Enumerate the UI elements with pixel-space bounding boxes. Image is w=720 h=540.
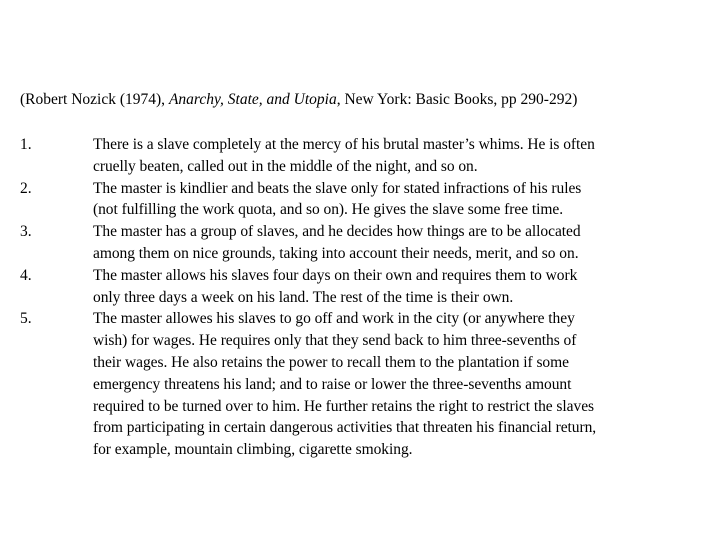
list-item-text: The master allowes his slaves to go off and work in the city (or anywhere they wish) for wages. He requires only that they send back to him three-sevenths of their wages. He also retains the power to recall them to the plantation if some emergency threatens his land; and to raise or lower the three-sevenths amount required to be turned over to him. He further retains the right to restrict the slaves from participating in certain dangerous activities that threaten his financial return, for example, mountain climbing, cigarette smoking. [93,310,597,459]
list-item [20,265,710,309]
list-item-text: There is a slave completely at the mercy of his brutal master’s whims. He is often cruelly beaten, called out in the middle of the night, and so on. [93,136,595,175]
citation-title: Anarchy, State, and Utopia [168,91,337,108]
list-item-text: The master has a group of slaves, and he decides how things are to be allocated among them on nice grounds, taking into account their needs, merit, and so on. [93,223,581,262]
citation-suffix: , New York: Basic Books, pp 290-292) [336,91,578,108]
list-item [20,134,710,178]
list-item [20,308,710,461]
list-item-number: 5. [20,310,32,328]
list-item [20,178,710,222]
list-item-number: 4. [20,266,32,284]
citation-prefix: (Robert Nozick (1974), [20,91,169,108]
numbered-list [20,134,710,461]
citation [20,90,710,110]
list-item-number: 2. [20,179,32,197]
list-item [20,221,710,265]
list-item-text: The master is kindlier and beats the slave only for stated infractions of his rules (not fulfilling the work quota, and so on). He gives the slave some free time. [93,179,582,219]
list-item-text: The master allows his slaves four days on their own and requires them to work only three days a week on his land. The rest of the time is their own. [93,266,578,306]
list-item-number: 1. [20,136,32,153]
list-item-number: 3. [20,223,32,241]
